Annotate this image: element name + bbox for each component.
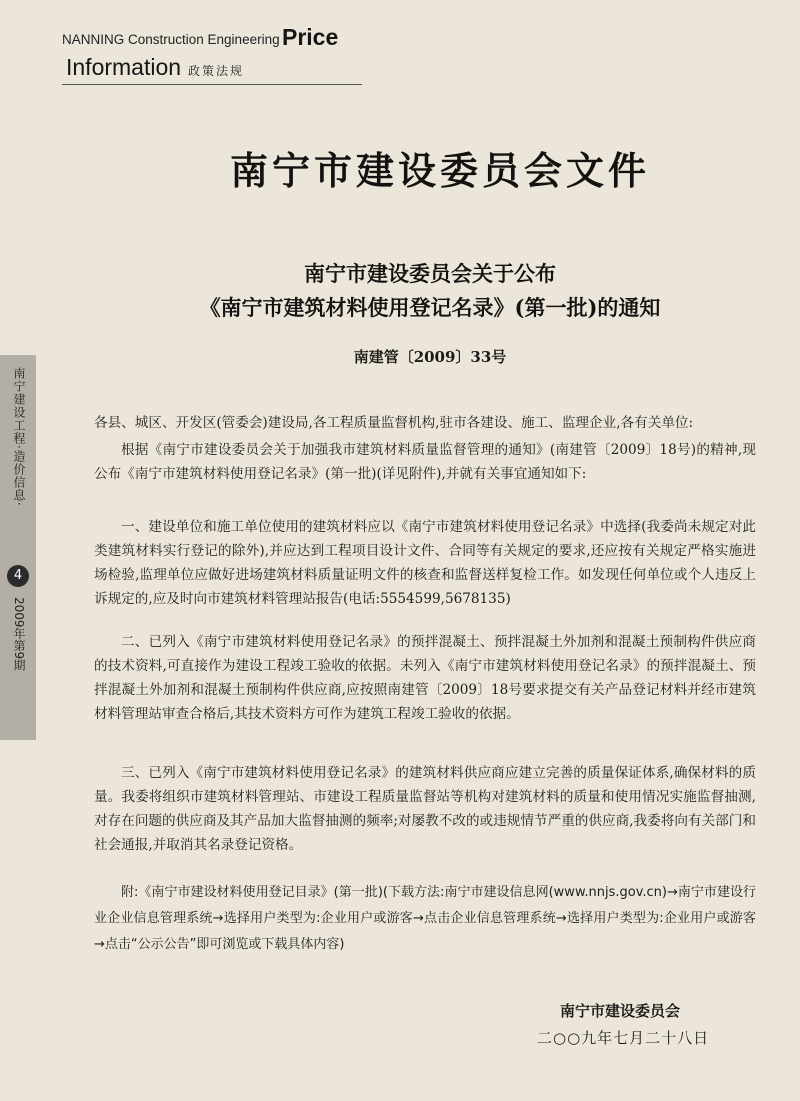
item-two-paragraph: 二、已列入《南宁市建筑材料使用登记名录》的预拌混凝土、预拌混凝土外加剂和混凝土预制构件供应商的技术资料,可直接作为建设工程竣工验收的依据。未列入《南宁市建筑材料使用登记名录》的预拌混凝土、预拌混凝土外加剂和混凝土预制构件供应商,应按照南建管〔2009〕18号要求提交有关产品登记材料并经市建筑材料管理站审查合格后,其技术资料方可作为建筑工程竣工验收的依据。 [94, 634, 756, 722]
signature-date: 二○○九年七月二十八日 [537, 1029, 710, 1047]
section-label: 政策法规 [188, 64, 245, 78]
masthead-information: Information [66, 54, 182, 80]
attachment-note: 附:《南宁市建设材料使用登记目录》(第一批)(下载方法:南宁市建设信息网(www.nnjs.gov.cn)→南宁市建设行业企业信息管理系统→选择用户类型为:企业用户或游客→点击企业信息管理系统→选择用户类型为:企业用户或游客→点击“公示公告”即可浏览或下载具体内容) [94, 885, 756, 952]
masthead-bottom [66, 54, 366, 84]
masthead-subtitle: NANNING Construction Engineering [62, 32, 280, 47]
sidebar-issue: 2009年第9期 [12, 597, 26, 672]
document-header: 南宁市建设委员会文件 [229, 148, 650, 193]
masthead-rule [62, 84, 362, 85]
notice-title-line1: 南宁市建设委员会关于公布 [304, 261, 556, 286]
masthead-price: Price [282, 24, 339, 50]
signature-organization: 南宁市建设委员会 [560, 1002, 681, 1020]
item-one-paragraph: 一、建设单位和施工单位使用的建筑材料应以《南宁市建筑材料使用登记名录》中选择(我委尚未规定对此类建筑材料实行登记的除外),并应达到工程项目设计文件、合同等有关规定的要求,还应按有关规定严格实施进场检验,监理单位应做好进场建筑材料质量证明文件的核查和监督送样复检工作。如发现任何单位或个人违反上诉规定的,应及时向市建筑材料管理站报告(电话:5554599,5678135) [94, 519, 756, 607]
addressees: 各县、城区、开发区(管委会)建设局,各工程质量监督机构,驻市各建设、施工、监理企业,各有关单位: [94, 415, 694, 431]
document-number: 南建管〔2009〕33号 [353, 348, 507, 366]
sidebar-journal-name: 南宁建设工程·造价信息· [12, 367, 26, 507]
sidebar-strip [0, 355, 36, 740]
intro-paragraph: 根据《南宁市建设委员会关于加强我市建筑材料质量监督管理的通知》(南建管〔2009〕18号)的精神,现公布《南宁市建筑材料使用登记名录》(第一批)(详见附件),并就有关事宜通知如下: [94, 442, 756, 482]
notice-title-line2: 《南宁市建筑材料使用登记名录》(第一批)的通知 [199, 295, 661, 320]
masthead-top [62, 26, 362, 56]
item-three-paragraph: 三、已列入《南宁市建筑材料使用登记名录》的建筑材料供应商应建立完善的质量保证体系,确保材料的质量。我委将组织市建筑材料管理站、市建设工程质量监督站等机构对建筑材料的质量和使用情况实施监督抽测,对存在问题的供应商及其产品加大监督抽测的频率;对屡教不改的或违规情节严重的供应商,我委将向有关部门和社会通报,并取消其名录登记资格。 [94, 765, 756, 853]
page-number-badge: 4 [7, 565, 29, 587]
